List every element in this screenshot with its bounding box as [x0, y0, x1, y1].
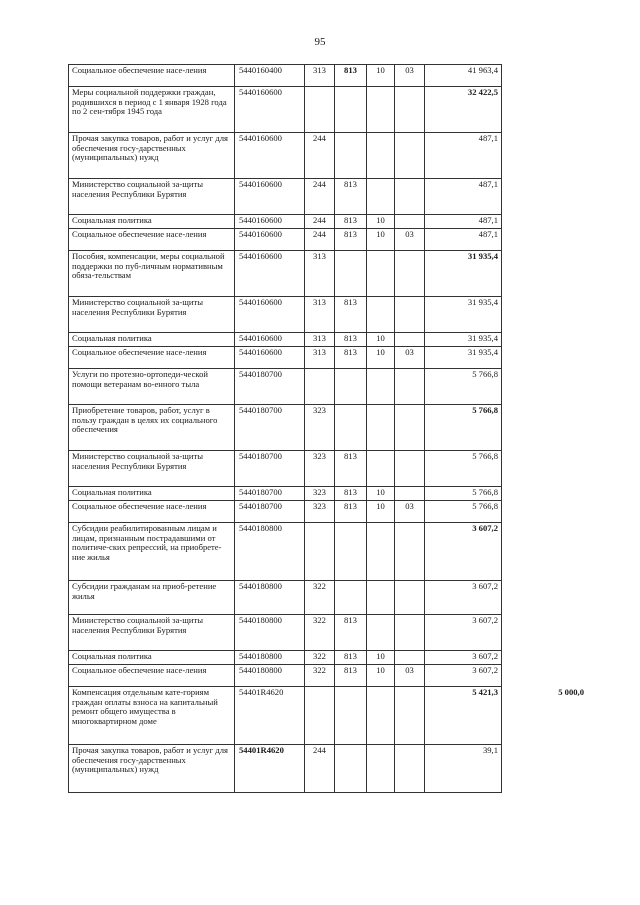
- row-rz-cell: [367, 133, 395, 179]
- row-grbs-cell: 813: [335, 215, 367, 229]
- row-amount-cell: 487,1: [425, 133, 502, 179]
- row-extra-cell: [502, 369, 588, 405]
- row-extra-cell: [502, 405, 588, 451]
- row-pr-cell: 03: [395, 501, 425, 523]
- row-grbs-cell: 813: [335, 651, 367, 665]
- row-rz-cell: [367, 581, 395, 615]
- row-amount-cell: 31 935,4: [425, 251, 502, 297]
- row-csr-cell: 54401R4620: [235, 745, 305, 793]
- row-pr-cell: [395, 451, 425, 487]
- row-amount-cell: 5 766,8: [425, 369, 502, 405]
- page-number: 95: [314, 36, 326, 48]
- row-amount-cell: 31 935,4: [425, 297, 502, 333]
- row-name-cell: Прочая закупка товаров, работ и услуг для обеспечения госу-дарственных (муниципальных) нужд: [69, 133, 235, 179]
- row-pr-cell: [395, 581, 425, 615]
- row-vr-cell: 322: [305, 665, 335, 687]
- row-extra-cell: [502, 333, 588, 347]
- row-pr-cell: [395, 487, 425, 501]
- row-extra-cell: 5 000,0: [558, 686, 584, 697]
- row-extra-cell: [502, 297, 588, 333]
- row-amount-cell: 5 766,8: [425, 405, 502, 451]
- row-name-cell: Прочая закупка товаров, работ и услуг для обеспечения госу-дарственных (муниципальных) нужд: [69, 745, 235, 793]
- row-amount-cell: 5 421,3: [425, 687, 502, 745]
- row-name-cell: Министерство социальной за-щиты населения Республики Бурятия: [69, 615, 235, 651]
- row-pr-cell: 03: [395, 65, 425, 87]
- row-amount-cell: 5 766,8: [425, 501, 502, 523]
- table-row: [69, 333, 588, 347]
- row-name-cell: Министерство социальной за-щиты населения Республики Бурятия: [69, 297, 235, 333]
- row-amount-cell: 41 963,4: [425, 65, 502, 87]
- row-csr-cell: 5440160600: [235, 87, 305, 133]
- row-vr-cell: 244: [305, 229, 335, 251]
- table-row: [69, 501, 588, 523]
- row-name-cell: Социальная политика: [69, 651, 235, 665]
- row-name-cell: Социальное обеспечение насе-ления: [69, 501, 235, 523]
- row-grbs-cell: [335, 251, 367, 297]
- row-name-cell: Меры социальной поддержки граждан, родившихся в период с 1 января 1928 года по 2 сен-тября 1945 года: [69, 87, 235, 133]
- row-grbs-cell: [335, 523, 367, 581]
- row-csr-cell: 5440160600: [235, 347, 305, 369]
- row-csr-cell: 5440180800: [235, 523, 305, 581]
- table-row: [69, 229, 588, 251]
- row-rz-cell: [367, 251, 395, 297]
- row-name-cell: Социальная политика: [69, 333, 235, 347]
- row-vr-cell: [305, 87, 335, 133]
- row-vr-cell: 322: [305, 651, 335, 665]
- row-csr-cell: 5440180800: [235, 651, 305, 665]
- row-vr-cell: 313: [305, 347, 335, 369]
- row-vr-cell: 313: [305, 297, 335, 333]
- row-rz-cell: [367, 451, 395, 487]
- row-grbs-cell: 813: [335, 615, 367, 651]
- row-vr-cell: 313: [305, 333, 335, 347]
- row-grbs-cell: 813: [335, 487, 367, 501]
- row-pr-cell: [395, 215, 425, 229]
- row-name-cell: Социальное обеспечение насе-ления: [69, 229, 235, 251]
- row-amount-cell: 3 607,2: [425, 523, 502, 581]
- row-extra-cell: [502, 229, 588, 251]
- row-grbs-cell: 813: [335, 451, 367, 487]
- row-vr-cell: 244: [305, 745, 335, 793]
- row-rz-cell: [367, 615, 395, 651]
- row-csr-cell: 5440180700: [235, 369, 305, 405]
- row-rz-cell: 10: [367, 347, 395, 369]
- row-name-cell: Министерство социальной за-щиты населения Республики Бурятия: [69, 451, 235, 487]
- table-row: [69, 347, 588, 369]
- row-csr-cell: 5440180800: [235, 581, 305, 615]
- row-extra-cell: [502, 581, 588, 615]
- row-grbs-cell: 813: [335, 665, 367, 687]
- table-row: [69, 581, 588, 615]
- row-grbs-cell: 813: [335, 501, 367, 523]
- row-csr-cell: 5440160600: [235, 229, 305, 251]
- row-pr-cell: [395, 251, 425, 297]
- row-vr-cell: 323: [305, 405, 335, 451]
- row-grbs-cell: [335, 581, 367, 615]
- row-name-cell: Министерство социальной за-щиты населения Республики Бурятия: [69, 179, 235, 215]
- row-name-cell: Социальное обеспечение насе-ления: [69, 665, 235, 687]
- row-amount-cell: 5 766,8: [425, 451, 502, 487]
- row-vr-cell: 244: [305, 179, 335, 215]
- table-row: [69, 615, 588, 651]
- row-vr-cell: 323: [305, 451, 335, 487]
- row-csr-cell: 5440180700: [235, 501, 305, 523]
- row-vr-cell: 322: [305, 615, 335, 651]
- row-name-cell: Субсидии реабилитированным лицам и лицам, признанным пострадавшими от политиче-ских репрессий, на приобрете-ние жилья: [69, 523, 235, 581]
- row-vr-cell: 323: [305, 501, 335, 523]
- row-name-cell: Социальное обеспечение насе-ления: [69, 347, 235, 369]
- row-rz-cell: 10: [367, 487, 395, 501]
- row-pr-cell: [395, 615, 425, 651]
- row-name-cell: Компенсация отдельным кате-гориям граждан оплаты взноса на капитальный ремонт общего имущества в многоквартирном доме: [69, 687, 235, 745]
- row-rz-cell: [367, 523, 395, 581]
- row-pr-cell: 03: [395, 347, 425, 369]
- row-rz-cell: [367, 179, 395, 215]
- row-grbs-cell: 813: [335, 65, 367, 87]
- row-pr-cell: [395, 745, 425, 793]
- row-csr-cell: 5440160600: [235, 333, 305, 347]
- row-grbs-cell: [335, 405, 367, 451]
- row-amount-cell: 487,1: [425, 229, 502, 251]
- table-row: [69, 251, 588, 297]
- row-rz-cell: [367, 369, 395, 405]
- row-vr-cell: [305, 369, 335, 405]
- row-rz-cell: 10: [367, 501, 395, 523]
- row-grbs-cell: [335, 687, 367, 745]
- row-pr-cell: 03: [395, 229, 425, 251]
- row-amount-cell: 31 935,4: [425, 347, 502, 369]
- row-vr-cell: 322: [305, 581, 335, 615]
- row-csr-cell: 5440160600: [235, 297, 305, 333]
- row-amount-cell: 3 607,2: [425, 581, 502, 615]
- table-row: [69, 687, 588, 745]
- row-pr-cell: [395, 405, 425, 451]
- row-csr-cell: 5440180700: [235, 487, 305, 501]
- table-row: [69, 487, 588, 501]
- row-extra-cell: [502, 615, 588, 651]
- row-extra-cell: [502, 651, 588, 665]
- row-pr-cell: [395, 297, 425, 333]
- row-grbs-cell: 813: [335, 333, 367, 347]
- row-grbs-cell: 813: [335, 179, 367, 215]
- row-pr-cell: [395, 369, 425, 405]
- table-row: [69, 215, 588, 229]
- row-amount-cell: 3 607,2: [425, 615, 502, 651]
- row-vr-cell: 313: [305, 251, 335, 297]
- table-row: [69, 133, 588, 179]
- row-name-cell: Пособия, компенсации, меры социальной поддержки по пуб-личным нормативным обяза-тельствам: [69, 251, 235, 297]
- table-row: [69, 451, 588, 487]
- row-rz-cell: [367, 745, 395, 793]
- row-csr-cell: 5440180800: [235, 615, 305, 651]
- row-extra-cell: [502, 133, 588, 179]
- row-amount-cell: 32 422,5: [425, 87, 502, 133]
- row-pr-cell: [395, 87, 425, 133]
- row-name-cell: Приобретение товаров, работ, услуг в пользу граждан в целях их социального обеспечения: [69, 405, 235, 451]
- budget-table: [68, 64, 588, 793]
- row-grbs-cell: [335, 745, 367, 793]
- row-name-cell: Социальное обеспечение насе-ления: [69, 65, 235, 87]
- row-extra-cell: [502, 523, 588, 581]
- row-grbs-cell: [335, 369, 367, 405]
- table-row: [69, 523, 588, 581]
- table-row: [69, 65, 588, 87]
- row-vr-cell: [305, 687, 335, 745]
- row-csr-cell: 5440160600: [235, 251, 305, 297]
- table-row: [69, 179, 588, 215]
- row-csr-cell: 5440180800: [235, 665, 305, 687]
- table-row: [69, 405, 588, 451]
- row-pr-cell: [395, 687, 425, 745]
- table-row: [69, 651, 588, 665]
- row-csr-cell: 5440180700: [235, 451, 305, 487]
- row-grbs-cell: [335, 87, 367, 133]
- row-rz-cell: 10: [367, 229, 395, 251]
- row-extra-cell: [502, 487, 588, 501]
- row-rz-cell: [367, 687, 395, 745]
- row-pr-cell: [395, 179, 425, 215]
- row-csr-cell: 5440160600: [235, 215, 305, 229]
- row-csr-cell: 5440160600: [235, 179, 305, 215]
- row-amount-cell: 487,1: [425, 215, 502, 229]
- row-vr-cell: 313: [305, 65, 335, 87]
- row-rz-cell: 10: [367, 651, 395, 665]
- row-csr-cell: 5440160600: [235, 133, 305, 179]
- table-row: [69, 665, 588, 687]
- row-name-cell: Социальная политика: [69, 487, 235, 501]
- table-row: [69, 297, 588, 333]
- row-grbs-cell: [335, 133, 367, 179]
- row-grbs-cell: 813: [335, 229, 367, 251]
- row-amount-cell: 5 766,8: [425, 487, 502, 501]
- row-rz-cell: [367, 297, 395, 333]
- row-rz-cell: [367, 405, 395, 451]
- row-rz-cell: 10: [367, 215, 395, 229]
- row-amount-cell: 487,1: [425, 179, 502, 215]
- row-extra-cell: [502, 745, 588, 793]
- table-row: [69, 369, 588, 405]
- row-extra-cell: [502, 251, 588, 297]
- row-vr-cell: 244: [305, 133, 335, 179]
- row-amount-cell: 3 607,2: [425, 665, 502, 687]
- row-amount-cell: 3 607,2: [425, 651, 502, 665]
- row-csr-cell: 54401R4620: [235, 687, 305, 745]
- row-extra-cell: [502, 501, 588, 523]
- row-name-cell: Субсидии гражданам на приоб-ретение жилья: [69, 581, 235, 615]
- row-grbs-cell: 813: [335, 297, 367, 333]
- row-name-cell: Услуги по протезно-ортопеди-ческой помощи ветеранам во-енного тыла: [69, 369, 235, 405]
- table-row: [69, 745, 588, 793]
- row-name-cell: Социальная политика: [69, 215, 235, 229]
- table-row: [69, 87, 588, 133]
- row-pr-cell: [395, 651, 425, 665]
- row-amount-cell: 31 935,4: [425, 333, 502, 347]
- row-vr-cell: [305, 523, 335, 581]
- row-vr-cell: 244: [305, 215, 335, 229]
- row-csr-cell: 5440180700: [235, 405, 305, 451]
- row-extra-cell: [502, 347, 588, 369]
- row-extra-cell: [502, 451, 588, 487]
- row-rz-cell: [367, 87, 395, 133]
- row-extra-cell: [502, 87, 588, 133]
- row-vr-cell: 323: [305, 487, 335, 501]
- row-pr-cell: 03: [395, 665, 425, 687]
- row-extra-cell: [502, 665, 588, 687]
- row-pr-cell: [395, 133, 425, 179]
- row-rz-cell: 10: [367, 333, 395, 347]
- row-rz-cell: 10: [367, 65, 395, 87]
- row-csr-cell: 5440160400: [235, 65, 305, 87]
- row-extra-cell: [502, 215, 588, 229]
- row-pr-cell: [395, 333, 425, 347]
- row-amount-cell: 39,1: [425, 745, 502, 793]
- row-pr-cell: [395, 523, 425, 581]
- row-extra-cell: [502, 179, 588, 215]
- row-rz-cell: 10: [367, 665, 395, 687]
- row-grbs-cell: 813: [335, 347, 367, 369]
- row-extra-cell: [502, 65, 588, 87]
